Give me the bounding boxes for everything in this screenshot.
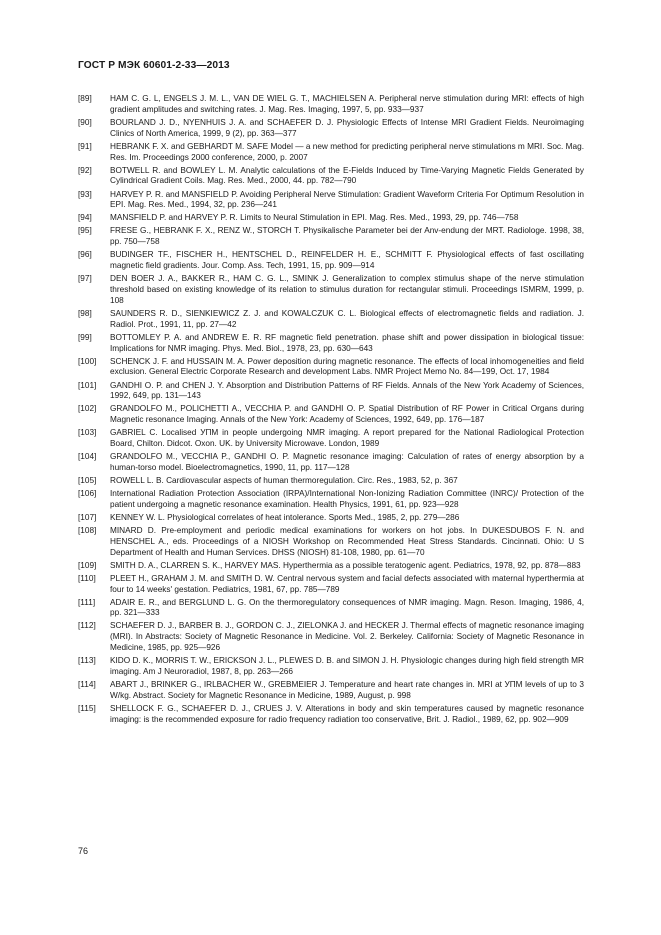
reference-entry [78, 250, 584, 272]
reference-number: [112] [78, 621, 96, 631]
reference-text: BOURLAND J. D., NYENHUIS J. A. and SCHAEFER D. J. Physiologic Effects of Intense MRI Gradient Fields. Neuroimaging Clinics of North America, 1999, 9 (2), pp. 363—377 [110, 117, 584, 138]
reference-list [78, 94, 584, 728]
reference-entry [78, 574, 584, 596]
reference-entry [78, 190, 584, 212]
reference-entry [78, 357, 584, 379]
document-header: ГОСТ Р МЭК 60601-2-33—2013 [78, 60, 230, 71]
reference-text: GABRIEL C. Localised УПМ in people undergoing NMR imaging. A report prepared for the National Radiological Protection Board, Chilton. Didcot. Oxon. UK. by University Microwave. London, 1989 [110, 428, 584, 449]
reference-number: [95] [78, 226, 92, 236]
reference-text: KENNEY W. L. Physiological correlates of heat intolerance. Sports Med., 1985, 2, pp. 279—286 [110, 512, 460, 522]
reference-text: SCHENCK J. F. and HUSSAIN M. A. Power deposition during magnetic resonance. The effects of local inhomogeneities and field exclusion. General Electric Corporate Research and development Labs. NMR Project Memo No. 84—199, Oct. 17, 1984 [110, 356, 584, 377]
reference-entry [78, 142, 584, 164]
reference-number: [108] [78, 525, 97, 535]
reference-number: [104] [78, 452, 97, 462]
reference-entry [78, 118, 584, 140]
reference-number: [106] [78, 489, 97, 499]
reference-number: [113] [78, 656, 96, 666]
reference-entry [78, 381, 584, 403]
reference-entry [78, 680, 584, 702]
reference-text: BUDINGER TF., FISCHER H., HENTSCHEL D., REINFELDER H. E., SCHMITT F. Physiological effects of fast oscillating magnetic field gradients. Jour. Comp. Ass. Tech, 1991, 15, pp. 909—914 [110, 250, 584, 271]
reference-text: MANSFIELD P. and HARVEY P. R. Limits to Neural Stimulation in EPI. Mag. Res. Med., 1993, 29, pp. 746—758 [110, 213, 519, 223]
reference-number: [114] [78, 680, 96, 690]
reference-number: [92] [78, 165, 92, 175]
reference-entry [78, 333, 584, 355]
reference-text: FRESE G., HEBRANK F. X., RENZ W., STORCH T. Physikalische Parameter bei der Anv-endung der MRT. Radiologe. 1998, 38, pp. 750—758 [110, 226, 584, 247]
reference-number: [105] [78, 476, 97, 485]
reference-entry [78, 621, 584, 654]
reference-text: ABART J., BRINKER G., IRLBACHER W., GREBMEIER J. Temperature and heart rate changes in. MRI at УПМ levels of up to 3 W/kg. Abstract. Society for Magnetic Resonance in Medicine, 1989, August, p. 998 [110, 680, 584, 700]
reference-text: HAM C. G. L, ENGELS J. M. L., VAN DE WIEL G. T., MACHIELSEN A. Peripheral nerve stimulation during MRI: effects of high gradient amplitudes and switching rates. J. Mag. Res. Imaging, 1997, 5, pp. 933—937 [110, 94, 584, 114]
reference-text: ADAIR E. R., and BERGLUND L. G. On the thermoregulatory consequences of NMR imaging. Magn. Reson. Imaging, 1986, 4, pp. 321—333 [110, 597, 584, 618]
reference-text: ROWELL L. B. Cardiovascular aspects of human thermoregulation. Circ. Res., 1983, 52, p. 367 [110, 476, 458, 485]
reference-entry [78, 526, 584, 559]
reference-text: HARVEY P. R. and MANSFIELD P. Avoiding Peripheral Nerve Stimulation: Gradient Waveform Criteria For Optimum Resolution in EPI. Mag. Res. Med., 1994, 32, pp. 236—241 [110, 189, 584, 210]
reference-number: [94] [78, 213, 92, 223]
reference-text: SMITH D. A., CLARREN S. K., HARVEY MAS. Hyperthermia as a possible teratogenic agent. Pediatrics, 1978, 92, pp. 878—883 [110, 560, 581, 570]
reference-number: [97] [78, 274, 92, 284]
reference-entry [78, 452, 584, 474]
page-number: 76 [78, 846, 89, 856]
reference-text: HEBRANK F. X. and GEBHARDT M. SAFE Model — a new method for predicting peripheral nerve stimulations m MRI. Soc. Mag. Res. Im. Proceedings 2000 conference, 2000, p. 2007 [110, 141, 584, 162]
reference-entry [78, 274, 584, 307]
reference-text: SCHAEFER D. J., BARBER B. J., GORDON C. J., ZIELONKA J. and HECKER J. Thermal effects of magnetic resonance imaging (MRI). In Abstracts: Society of Magnetic Resonance in Medicine. Vol. 2. Berkeley. California: Society of Magnetic Resonance in Medicine, 1985, pp. 925—926 [110, 621, 584, 653]
reference-text: SAUNDERS R. D., SIENKIEWICZ Z. J. and KOWALCZUK C. L. Biological effects of electromagnetic fields and radiation. J. Radiol. Prot., 1991, 11, pp. 27—42 [110, 308, 584, 329]
reference-number: [103] [78, 428, 97, 438]
reference-number: [93] [78, 189, 92, 199]
reference-entry [78, 476, 584, 487]
reference-number: [102] [78, 404, 97, 414]
reference-entry [78, 561, 584, 572]
reference-entry [78, 704, 584, 726]
reference-number: [100] [78, 356, 97, 366]
reference-number: [90] [78, 117, 92, 127]
reference-number: [98] [78, 308, 92, 318]
reference-number: [91] [78, 141, 92, 151]
reference-text: GRANDOLFO M., VECCHIA P., GANDHI O. P. Magnetic resonance imaging: Calculation of rates of energy absorption by a human-torso model. Bioelectromagnetics, 1990, 11, pp. 117—128 [110, 452, 584, 472]
reference-number: [115] [78, 703, 96, 713]
reference-number: [110] [78, 573, 96, 583]
reference-entry [78, 404, 584, 426]
reference-text: KIDO D. K., MORRIS T. W., ERICKSON J. L., PLEWES D. B. and SIMON J. H. Physiologic changes during high field strength MR imaging. Am J Neuroradiol, 1987, 8, pp. 263—266 [110, 656, 584, 676]
reference-number: [99] [78, 332, 92, 342]
reference-text: MINARD D. Pre-employment and periodic medical examinations for workers on hot jobs. In DUKESDUBOS F. N. and HENSCHEL A., eds. Proceedings of a NIOSH Workshop on Recommended Heat Stress Standards. Cincinnati. Ohio: U S Department of Health and Human Services. DHSS (NIOSH) 81-108, 1980, pp. 61—70 [110, 525, 584, 557]
reference-text: International Radiation Protection Association (IRPA)/International Non-Ionizing Radiation Committee (INRC)/ Protection of the patient undergoing a magnetic resonance examination. Health Physics, 1991, 61, pp. 923—928 [110, 489, 584, 509]
reference-entry [78, 598, 584, 620]
reference-text: SHELLOCK F. G., SCHAEFER D. J., CRUES J. V. Alterations in body and skin temperatures caused by magnetic resonance imaging: is the recommended exposure for radio frequency radiation too conservative, Brit. J. Radiol., 1989, 62, pp. 902—909 [110, 703, 584, 724]
reference-number: [107] [78, 512, 97, 522]
reference-text: BOTTOMLEY P. A. and ANDREW E. R. RF magnetic field penetration. phase shift and power dissipation in biological tissue: Implications for NMR imaging. Phys. Med. Biol., 1978, 23, pp. 630—643 [110, 332, 584, 353]
reference-text: GANDHI O. P. and CHEN J. Y. Absorption and Distribution Patterns of RF Fields. Annals of the New York Academy of Sciences, 1992, 649, pp. 131—143 [110, 380, 584, 401]
reference-entry [78, 513, 584, 524]
reference-number: [111] [78, 597, 96, 607]
reference-number: [101] [78, 380, 97, 390]
reference-number: [96] [78, 250, 92, 260]
reference-entry [78, 166, 584, 188]
reference-text: BOTWELL R. and BOWLEY L. M. Analytic calculations of the E-Fields Induced by Time-Varying Magnetic Fields Generated by Cylindrical Gradient Coils. Mag. Res. Med., 2000, 44. pp. 782—790 [110, 165, 584, 186]
reference-number: [89] [78, 94, 92, 103]
reference-entry [78, 428, 584, 450]
reference-text: PLEET H., GRAHAM J. M. and SMITH D. W. Central nervous system and facial defects associated with maternal hyperthermia at four to 14 weeks' gestation. Pediatrics, 1981, 67, pp. 785—789 [110, 573, 584, 594]
reference-entry [78, 489, 584, 511]
reference-entry [78, 213, 584, 224]
reference-entry [78, 226, 584, 248]
reference-number: [109] [78, 560, 97, 570]
reference-text: DEN BOER J. A., BAKKER R., HAM C. G. L., SMINK J. Generalization to complex stimulus shape of the nerve stimulation threshold based on existing knowledge of its relation to stimulus duration for rectangular stimuli. Proceedings ISMRM, 1999, p. 108 [110, 274, 584, 305]
reference-entry [78, 94, 584, 116]
reference-entry [78, 309, 584, 331]
reference-entry [78, 656, 584, 678]
reference-text: GRANDOLFO M., POLICHETTI A., VECCHIA P. and GANDHI O. P. Spatial Distribution of RF Power in Critical Organs during Magnetic resonance Imaging. Annals of the New York: Academy of Sciences, 1992, 649, pp. 176—187 [110, 404, 584, 425]
